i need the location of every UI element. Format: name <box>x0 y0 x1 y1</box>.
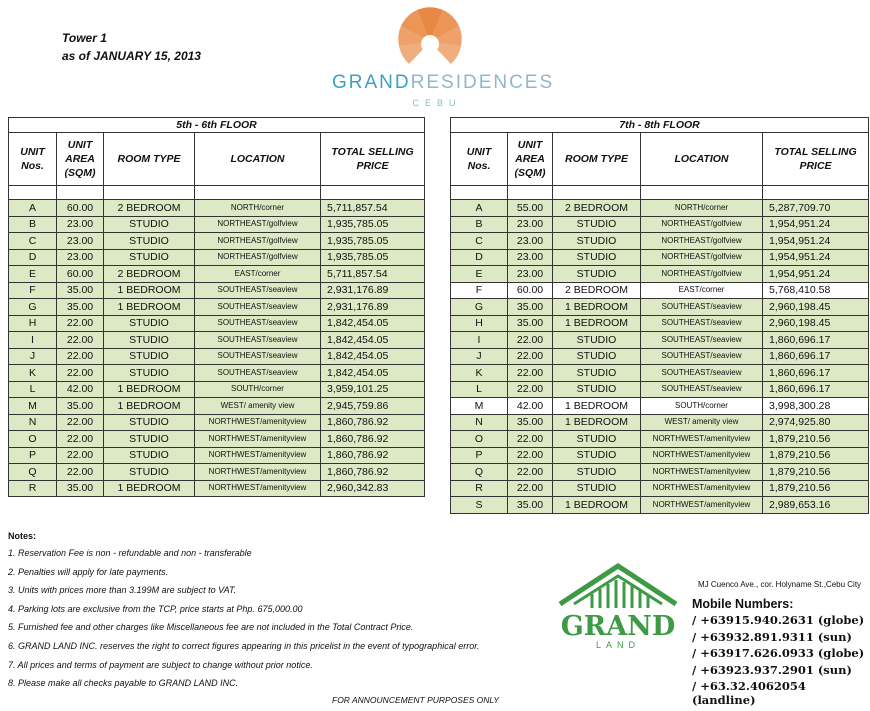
unit-location: SOUTHEAST/seaview <box>641 348 763 365</box>
col-price-header: TOTAL SELLING PRICE <box>321 133 425 186</box>
phone-number: / +63917.626.0933 (globe) <box>692 646 865 660</box>
unit-row <box>9 447 425 464</box>
unit-location: NORTHEAST/golfview <box>641 233 763 250</box>
unit-location: NORTHWEST/amenityview <box>195 464 321 481</box>
unit-row <box>9 332 425 349</box>
col-area-header: UNIT AREA (SQM) <box>508 133 553 186</box>
unit-area: 60.00 <box>57 200 104 217</box>
unit-number: A <box>9 200 57 217</box>
unit-number: M <box>451 398 508 415</box>
unit-row <box>9 480 425 497</box>
unit-row <box>451 464 869 481</box>
unit-row <box>9 233 425 250</box>
selling-price: 1,954,951.24 <box>763 216 869 233</box>
unit-location: SOUTHEAST/seaview <box>195 315 321 332</box>
blank-cell <box>9 186 57 200</box>
unit-number: D <box>451 249 508 266</box>
room-type: STUDIO <box>104 332 195 349</box>
unit-number: E <box>9 266 57 283</box>
room-type: STUDIO <box>553 447 641 464</box>
room-type: STUDIO <box>104 365 195 382</box>
selling-price: 2,931,176.89 <box>321 282 425 299</box>
unit-row <box>451 348 869 365</box>
col-location-header: LOCATION <box>641 133 763 186</box>
blank-cell <box>553 186 641 200</box>
note-item: 7. All prices and terms of payment are subject to change without prior notice. <box>8 659 313 670</box>
selling-price: 1,954,951.24 <box>763 249 869 266</box>
unit-area: 23.00 <box>508 266 553 283</box>
unit-row <box>9 365 425 382</box>
phone-number: / +63915.940.2631 (globe) <box>692 613 865 627</box>
unit-number: E <box>451 266 508 283</box>
selling-price: 1,860,786.92 <box>321 414 425 431</box>
unit-number: I <box>451 332 508 349</box>
room-type: 1 BEDROOM <box>553 414 641 431</box>
selling-price: 1,842,454.05 <box>321 348 425 365</box>
unit-area: 35.00 <box>57 398 104 415</box>
room-type: STUDIO <box>553 332 641 349</box>
selling-price: 1,879,210.56 <box>763 447 869 464</box>
note-item: 1. Reservation Fee is non - refundable and non - transferable <box>8 548 252 558</box>
room-type: 2 BEDROOM <box>553 282 641 299</box>
unit-location: NORTHWEST/amenityview <box>641 497 763 514</box>
col-location-header: LOCATION <box>195 133 321 186</box>
unit-row <box>9 299 425 316</box>
unit-number: K <box>9 365 57 382</box>
selling-price: 1,860,786.92 <box>321 447 425 464</box>
unit-location: SOUTHEAST/seaview <box>195 282 321 299</box>
unit-number: I <box>9 332 57 349</box>
selling-price: 1,935,785.05 <box>321 216 425 233</box>
unit-number: H <box>451 315 508 332</box>
unit-area: 22.00 <box>508 480 553 497</box>
selling-price: 5,768,410.58 <box>763 282 869 299</box>
unit-location: EAST/corner <box>195 266 321 283</box>
selling-price: 1,935,785.05 <box>321 249 425 266</box>
unit-number: F <box>451 282 508 299</box>
unit-location: NORTHEAST/golfview <box>195 249 321 266</box>
unit-row <box>9 315 425 332</box>
room-type: STUDIO <box>104 348 195 365</box>
brand-name-part1: GRAND <box>332 72 411 93</box>
unit-number: C <box>9 233 57 250</box>
room-type: STUDIO <box>104 414 195 431</box>
selling-price: 1,842,454.05 <box>321 315 425 332</box>
unit-area: 22.00 <box>508 381 553 398</box>
price-table-7th-8th-floor <box>450 117 869 514</box>
unit-location: NORTHEAST/golfview <box>641 216 763 233</box>
company-address: MJ Cuenco Ave., cor. Holyname St.,Cebu City <box>698 580 862 589</box>
unit-area: 42.00 <box>508 398 553 415</box>
notes-title: Notes: <box>8 531 37 541</box>
unit-area: 22.00 <box>57 348 104 365</box>
blank-cell <box>321 186 425 200</box>
room-type: 2 BEDROOM <box>104 200 195 217</box>
unit-location: NORTHWEST/amenityview <box>195 447 321 464</box>
unit-row <box>9 414 425 431</box>
unit-row <box>451 266 869 283</box>
room-type: STUDIO <box>553 249 641 266</box>
selling-price: 1,842,454.05 <box>321 365 425 382</box>
unit-row <box>451 431 869 448</box>
note-item: 6. GRAND LAND INC. reserves the right to correct figures appearing in this pricelist in the event of typographical error. <box>8 640 480 651</box>
unit-number: N <box>451 414 508 431</box>
unit-row <box>451 365 869 382</box>
unit-row <box>9 249 425 266</box>
blank-cell <box>57 186 104 200</box>
unit-area: 22.00 <box>57 365 104 382</box>
col-unit-header: UNIT Nos. <box>9 133 57 186</box>
unit-location: SOUTHEAST/seaview <box>641 315 763 332</box>
selling-price: 2,931,176.89 <box>321 299 425 316</box>
unit-number: J <box>451 348 508 365</box>
selling-price: 1,860,696.17 <box>763 381 869 398</box>
unit-location: NORTHWEST/amenityview <box>641 431 763 448</box>
selling-price: 1,842,454.05 <box>321 332 425 349</box>
mobile-title: Mobile Numbers: <box>692 597 794 611</box>
tower-label: Tower 1 <box>62 31 107 45</box>
as-of-date: as of JANUARY 15, 2013 <box>62 49 201 63</box>
col-price-header: TOTAL SELLING PRICE <box>763 133 869 186</box>
unit-row <box>9 200 425 217</box>
unit-number: Q <box>451 464 508 481</box>
unit-location: WEST/ amenity view <box>195 398 321 415</box>
logo-subtext: LAND <box>595 640 641 650</box>
unit-number: G <box>451 299 508 316</box>
room-type: STUDIO <box>104 249 195 266</box>
unit-number: M <box>9 398 57 415</box>
unit-number: B <box>9 216 57 233</box>
unit-number: N <box>9 414 57 431</box>
blank-cell <box>104 186 195 200</box>
unit-row <box>9 381 425 398</box>
unit-number: P <box>451 447 508 464</box>
unit-area: 22.00 <box>508 431 553 448</box>
room-type: 1 BEDROOM <box>104 480 195 497</box>
brand-name-part2: RESIDENCES <box>410 72 555 93</box>
unit-number: O <box>9 431 57 448</box>
announcement-footer: FOR ANNOUNCEMENT PURPOSES ONLY <box>332 695 500 705</box>
unit-number: H <box>9 315 57 332</box>
unit-location: NORTHEAST/golfview <box>195 233 321 250</box>
unit-number: L <box>9 381 57 398</box>
unit-location: SOUTHEAST/seaview <box>641 299 763 316</box>
unit-area: 22.00 <box>508 332 553 349</box>
room-type: STUDIO <box>553 216 641 233</box>
unit-area: 60.00 <box>57 266 104 283</box>
selling-price: 2,960,342.83 <box>321 480 425 497</box>
phone-number: / +63932.891.9311 (sun) <box>692 629 852 644</box>
unit-row <box>9 431 425 448</box>
col-area-header: UNIT AREA (SQM) <box>57 133 104 186</box>
unit-location: NORTHWEST/amenityview <box>641 480 763 497</box>
unit-location: NORTHEAST/golfview <box>641 249 763 266</box>
unit-row <box>451 497 869 514</box>
unit-number: Q <box>9 464 57 481</box>
selling-price: 1,860,786.92 <box>321 431 425 448</box>
room-type: 1 BEDROOM <box>104 299 195 316</box>
unit-number: K <box>451 365 508 382</box>
unit-location: SOUTHEAST/seaview <box>195 365 321 382</box>
unit-location: SOUTHEAST/seaview <box>195 299 321 316</box>
unit-area: 22.00 <box>57 464 104 481</box>
unit-row <box>9 282 425 299</box>
note-item: 4. Parking lots are exclusive from the TCP, price starts at Php. 675,000.00 <box>8 603 303 614</box>
unit-row <box>9 398 425 415</box>
selling-price: 3,959,101.25 <box>321 381 425 398</box>
unit-location: NORTH/corner <box>641 200 763 217</box>
unit-row <box>451 315 869 332</box>
room-type: STUDIO <box>104 431 195 448</box>
note-item: 8. Please make all checks payable to GRAND LAND INC. <box>8 678 239 689</box>
unit-location: NORTHWEST/amenityview <box>195 414 321 431</box>
selling-price: 1,860,696.17 <box>763 332 869 349</box>
room-type: STUDIO <box>553 365 641 382</box>
unit-row <box>451 282 869 299</box>
unit-area: 35.00 <box>57 282 104 299</box>
room-type: STUDIO <box>553 233 641 250</box>
unit-area: 35.00 <box>57 480 104 497</box>
selling-price: 1,860,696.17 <box>763 365 869 382</box>
blank-cell <box>763 186 869 200</box>
room-type: 1 BEDROOM <box>553 315 641 332</box>
unit-area: 23.00 <box>508 216 553 233</box>
unit-location: NORTHWEST/amenityview <box>641 447 763 464</box>
unit-location: NORTHEAST/golfview <box>641 266 763 283</box>
room-type: STUDIO <box>104 315 195 332</box>
unit-row <box>451 216 869 233</box>
unit-area: 22.00 <box>57 332 104 349</box>
unit-area: 22.00 <box>57 431 104 448</box>
unit-area: 23.00 <box>508 249 553 266</box>
blank-cell <box>451 186 508 200</box>
room-type: 1 BEDROOM <box>104 381 195 398</box>
unit-row <box>9 348 425 365</box>
room-type: STUDIO <box>553 381 641 398</box>
room-type: 2 BEDROOM <box>104 266 195 283</box>
selling-price: 5,711,857.54 <box>321 200 425 217</box>
unit-location: SOUTHEAST/seaview <box>641 381 763 398</box>
unit-location: SOUTHEAST/seaview <box>195 332 321 349</box>
unit-area: 22.00 <box>508 447 553 464</box>
unit-area: 42.00 <box>57 381 104 398</box>
room-type: STUDIO <box>553 348 641 365</box>
phone-number: / +63923.937.2901 (sun) <box>692 662 852 677</box>
floor-title: 7th - 8th FLOOR <box>451 118 869 133</box>
room-type: 2 BEDROOM <box>553 200 641 217</box>
unit-location: SOUTHEAST/seaview <box>195 348 321 365</box>
unit-row <box>451 447 869 464</box>
unit-location: EAST/corner <box>641 282 763 299</box>
brand-name <box>332 72 555 94</box>
unit-area: 22.00 <box>57 414 104 431</box>
unit-row <box>451 299 869 316</box>
unit-area: 23.00 <box>57 216 104 233</box>
notes-section <box>8 531 479 695</box>
selling-price: 1,879,210.56 <box>763 464 869 481</box>
unit-row <box>451 200 869 217</box>
unit-row <box>451 332 869 349</box>
unit-row <box>451 381 869 398</box>
col-type-header: ROOM TYPE <box>553 133 641 186</box>
unit-number: F <box>9 282 57 299</box>
room-type: 1 BEDROOM <box>553 299 641 316</box>
unit-area: 35.00 <box>508 497 553 514</box>
selling-price: 3,998,300.28 <box>763 398 869 415</box>
col-unit-header: UNIT Nos. <box>451 133 508 186</box>
unit-number: P <box>9 447 57 464</box>
selling-price: 2,945,759.86 <box>321 398 425 415</box>
room-type: STUDIO <box>553 431 641 448</box>
unit-area: 35.00 <box>508 299 553 316</box>
selling-price: 2,960,198.45 <box>763 299 869 316</box>
unit-row <box>451 233 869 250</box>
selling-price: 2,974,925.80 <box>763 414 869 431</box>
mobile-numbers <box>692 597 870 707</box>
room-type: 1 BEDROOM <box>553 398 641 415</box>
selling-price: 1,879,210.56 <box>763 431 869 448</box>
unit-row <box>451 414 869 431</box>
unit-location: NORTHWEST/amenityview <box>195 480 321 497</box>
room-type: STUDIO <box>104 216 195 233</box>
room-type: STUDIO <box>104 464 195 481</box>
selling-price: 2,960,198.45 <box>763 315 869 332</box>
unit-area: 23.00 <box>57 233 104 250</box>
unit-number: A <box>451 200 508 217</box>
logo-text: GRAND <box>560 611 676 642</box>
room-type: STUDIO <box>553 266 641 283</box>
room-type: STUDIO <box>553 480 641 497</box>
floor-title: 5th - 6th FLOOR <box>9 118 425 133</box>
unit-row <box>451 249 869 266</box>
unit-number: G <box>9 299 57 316</box>
unit-area: 22.00 <box>508 464 553 481</box>
unit-number: J <box>9 348 57 365</box>
unit-location: SOUTH/corner <box>641 398 763 415</box>
room-type: 1 BEDROOM <box>104 398 195 415</box>
unit-area: 22.00 <box>508 348 553 365</box>
unit-number: C <box>451 233 508 250</box>
unit-location: SOUTHEAST/seaview <box>641 365 763 382</box>
unit-number: O <box>451 431 508 448</box>
unit-row <box>9 266 425 283</box>
unit-area: 22.00 <box>57 315 104 332</box>
unit-area: 35.00 <box>508 414 553 431</box>
room-type: 1 BEDROOM <box>553 497 641 514</box>
unit-location: SOUTH/corner <box>195 381 321 398</box>
grand-residences-shell-logo <box>395 4 465 74</box>
unit-number: D <box>9 249 57 266</box>
unit-area: 60.00 <box>508 282 553 299</box>
unit-location: NORTH/corner <box>195 200 321 217</box>
col-type-header: ROOM TYPE <box>104 133 195 186</box>
blank-cell <box>195 186 321 200</box>
unit-number: B <box>451 216 508 233</box>
unit-location: NORTHWEST/amenityview <box>641 464 763 481</box>
selling-price: 1,860,786.92 <box>321 464 425 481</box>
unit-row <box>9 216 425 233</box>
unit-location: NORTHEAST/golfview <box>195 216 321 233</box>
unit-row <box>451 480 869 497</box>
room-type: STUDIO <box>553 464 641 481</box>
unit-number: R <box>451 480 508 497</box>
unit-row <box>9 464 425 481</box>
unit-number: L <box>451 381 508 398</box>
selling-price: 1,954,951.24 <box>763 233 869 250</box>
blank-cell <box>508 186 553 200</box>
note-item: 5. Furnished fee and other charges like Miscellaneous fee are not included in the Total Contract Price. <box>8 622 414 633</box>
room-type: STUDIO <box>104 447 195 464</box>
blank-cell <box>641 186 763 200</box>
unit-area: 35.00 <box>57 299 104 316</box>
selling-price: 1,879,210.56 <box>763 480 869 497</box>
grand-land-logo <box>552 562 684 652</box>
unit-location: SOUTHEAST/seaview <box>641 332 763 349</box>
unit-row <box>451 398 869 415</box>
unit-location: NORTHWEST/amenityview <box>195 431 321 448</box>
brand-city: CEBU <box>412 98 462 108</box>
selling-price: 5,287,709.70 <box>763 200 869 217</box>
selling-price: 1,935,785.05 <box>321 233 425 250</box>
unit-number: S <box>451 497 508 514</box>
selling-price: 5,711,857.54 <box>321 266 425 283</box>
phone-number: / +63.32.4062054 (landline) <box>692 679 806 707</box>
unit-area: 55.00 <box>508 200 553 217</box>
selling-price: 1,860,696.17 <box>763 348 869 365</box>
unit-location: WEST/ amenity view <box>641 414 763 431</box>
note-item: 3. Units with prices more than 3.199M are subject to VAT. <box>8 585 237 596</box>
selling-price: 2,989,653.16 <box>763 497 869 514</box>
room-type: STUDIO <box>104 233 195 250</box>
unit-area: 35.00 <box>508 315 553 332</box>
unit-area: 23.00 <box>508 233 553 250</box>
unit-area: 23.00 <box>57 249 104 266</box>
selling-price: 1,954,951.24 <box>763 266 869 283</box>
unit-area: 22.00 <box>57 447 104 464</box>
unit-number: R <box>9 480 57 497</box>
price-table-5th-6th-floor <box>8 117 425 497</box>
note-item: 2. Penalties will apply for late payments. <box>8 566 169 577</box>
unit-area: 22.00 <box>508 365 553 382</box>
room-type: 1 BEDROOM <box>104 282 195 299</box>
